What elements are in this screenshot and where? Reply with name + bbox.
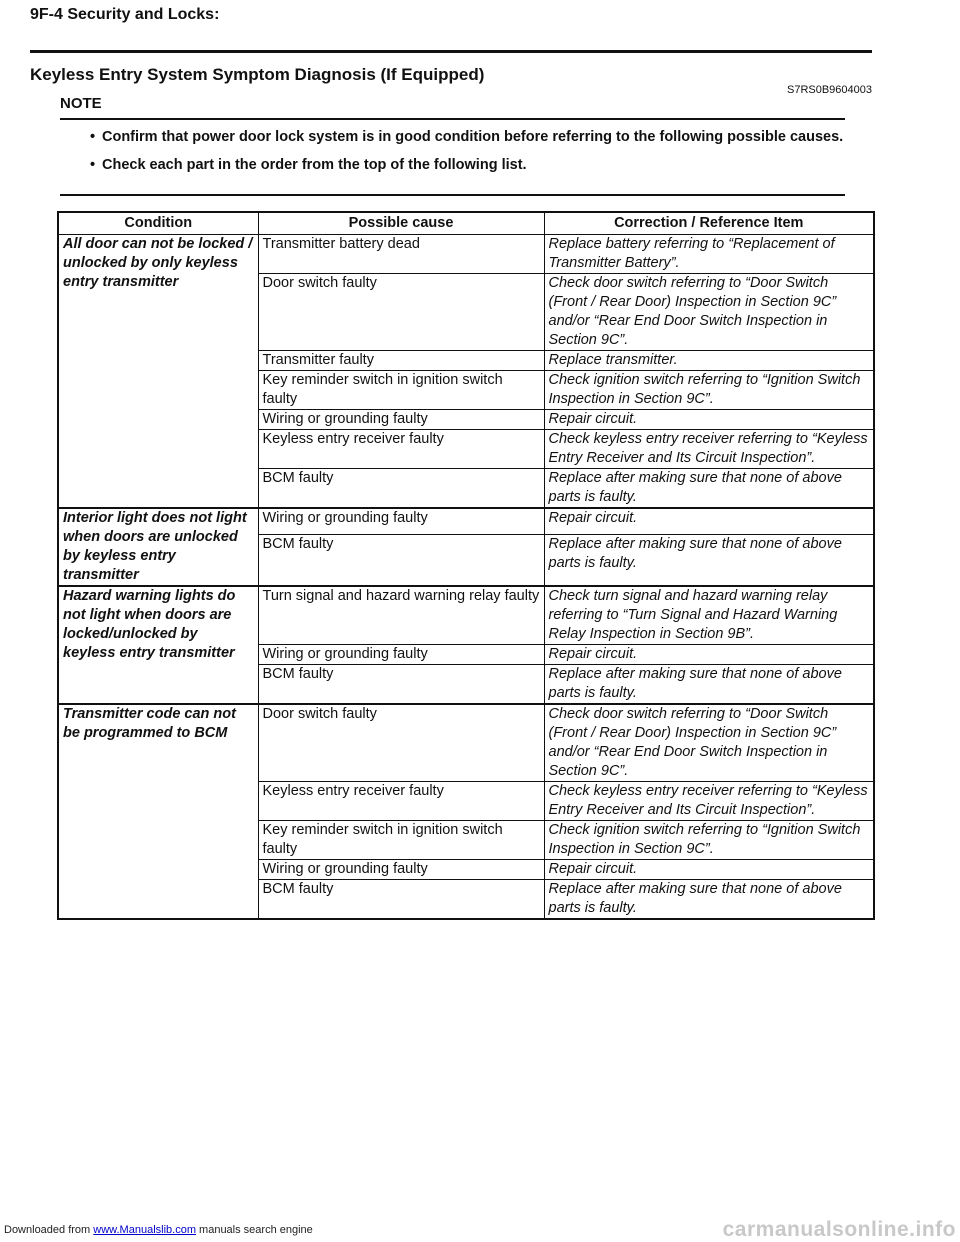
correction-cell: Repair circuit. <box>544 860 874 880</box>
section-code: S7RS0B9604003 <box>786 84 872 96</box>
condition-cell: All door can not be locked / unlocked by only keyless entry transmitter <box>58 235 258 509</box>
header-condition: Condition <box>58 212 258 235</box>
symptom-diagnosis-table <box>57 211 875 920</box>
correction-cell: Check turn signal and hazard warning relay referring to “Turn Signal and Hazard Warning Relay Inspection in Section 9B”. <box>544 586 874 645</box>
cause-cell: Key reminder switch in ignition switch faulty <box>258 821 544 860</box>
cause-cell: BCM faulty <box>258 535 544 586</box>
page-label: 9F-4 Security and Locks: <box>30 6 220 23</box>
manualslib-link[interactable]: www.Manualslib.com <box>93 1224 196 1236</box>
condition-cell: Interior light does not light when doors are unlocked by keyless entry transmitter <box>58 508 258 586</box>
cause-cell: Wiring or grounding faulty <box>258 410 544 430</box>
table-header-row <box>58 212 874 235</box>
cause-cell: Door switch faulty <box>258 704 544 782</box>
table-row <box>58 235 874 274</box>
cause-cell: BCM faulty <box>258 665 544 705</box>
correction-cell: Check door switch referring to “Door Switch (Front / Rear Door) Inspection in Section 9C” and/or “Rear End Door Switch Inspection in Section 9C”. <box>544 704 874 782</box>
correction-cell: Replace after making sure that none of above parts is faulty. <box>544 880 874 920</box>
correction-cell: Check keyless entry receiver referring to “Keyless Entry Receiver and Its Circuit Inspection”. <box>544 430 874 469</box>
condition-cell: Transmitter code can not be programmed to BCM <box>58 704 258 919</box>
cause-cell: BCM faulty <box>258 469 544 509</box>
table-row <box>58 704 874 782</box>
cause-cell: Key reminder switch in ignition switch faulty <box>258 371 544 410</box>
condition-cell: Hazard warning lights do not light when doors are locked/unlocked by keyless entry transmitter <box>58 586 258 704</box>
cause-cell: Wiring or grounding faulty <box>258 508 544 535</box>
correction-cell: Repair circuit. <box>544 645 874 665</box>
page-header <box>30 4 872 53</box>
header-possible-cause: Possible cause <box>258 212 544 235</box>
correction-cell: Replace after making sure that none of above parts is faulty. <box>544 665 874 705</box>
cause-cell: Transmitter faulty <box>258 351 544 371</box>
correction-cell: Repair circuit. <box>544 410 874 430</box>
cause-cell: BCM faulty <box>258 880 544 920</box>
correction-cell: Check ignition switch referring to “Ignition Switch Inspection in Section 9C”. <box>544 371 874 410</box>
cause-cell: Wiring or grounding faulty <box>258 645 544 665</box>
note-item: • Confirm that power door lock system is in good condition before referring to the following possible causes. <box>90 129 844 145</box>
cause-cell: Keyless entry receiver faulty <box>258 430 544 469</box>
bullet-icon: • <box>90 157 96 173</box>
correction-cell: Check ignition switch referring to “Ignition Switch Inspection in Section 9C”. <box>544 821 874 860</box>
correction-cell: Check keyless entry receiver referring to “Keyless Entry Receiver and Its Circuit Inspection”. <box>544 782 874 821</box>
correction-cell: Replace after making sure that none of above parts is faulty. <box>544 535 874 586</box>
bullet-icon: • <box>90 129 96 145</box>
cause-cell: Door switch faulty <box>258 274 544 351</box>
note-label: NOTE <box>60 95 845 120</box>
section-title: Keyless Entry System Symptom Diagnosis (If Equipped) <box>30 65 485 84</box>
table-body <box>58 235 874 920</box>
correction-cell: Repair circuit. <box>544 508 874 535</box>
note-box <box>60 95 845 196</box>
cause-cell: Turn signal and hazard warning relay faulty <box>258 586 544 645</box>
table-row <box>58 586 874 645</box>
correction-cell: Replace battery referring to “Replacement of Transmitter Battery”. <box>544 235 874 274</box>
cause-cell: Keyless entry receiver faulty <box>258 782 544 821</box>
cause-cell: Transmitter battery dead <box>258 235 544 274</box>
header-correction: Correction / Reference Item <box>544 212 874 235</box>
table-row <box>58 508 874 535</box>
note-list <box>60 120 845 196</box>
correction-cell: Check door switch referring to “Door Switch (Front / Rear Door) Inspection in Section 9C” and/or “Rear End Door Switch Inspection in Section 9C”. <box>544 274 874 351</box>
correction-cell: Replace after making sure that none of above parts is faulty. <box>544 469 874 509</box>
cause-cell: Wiring or grounding faulty <box>258 860 544 880</box>
download-footer: Downloaded from www.Manualslib.com manuals search engine <box>4 1224 313 1236</box>
note-item: • Check each part in the order from the top of the following list. <box>90 157 527 173</box>
watermark: carmanualsonline.info <box>722 1218 956 1241</box>
correction-cell: Replace transmitter. <box>544 351 874 371</box>
